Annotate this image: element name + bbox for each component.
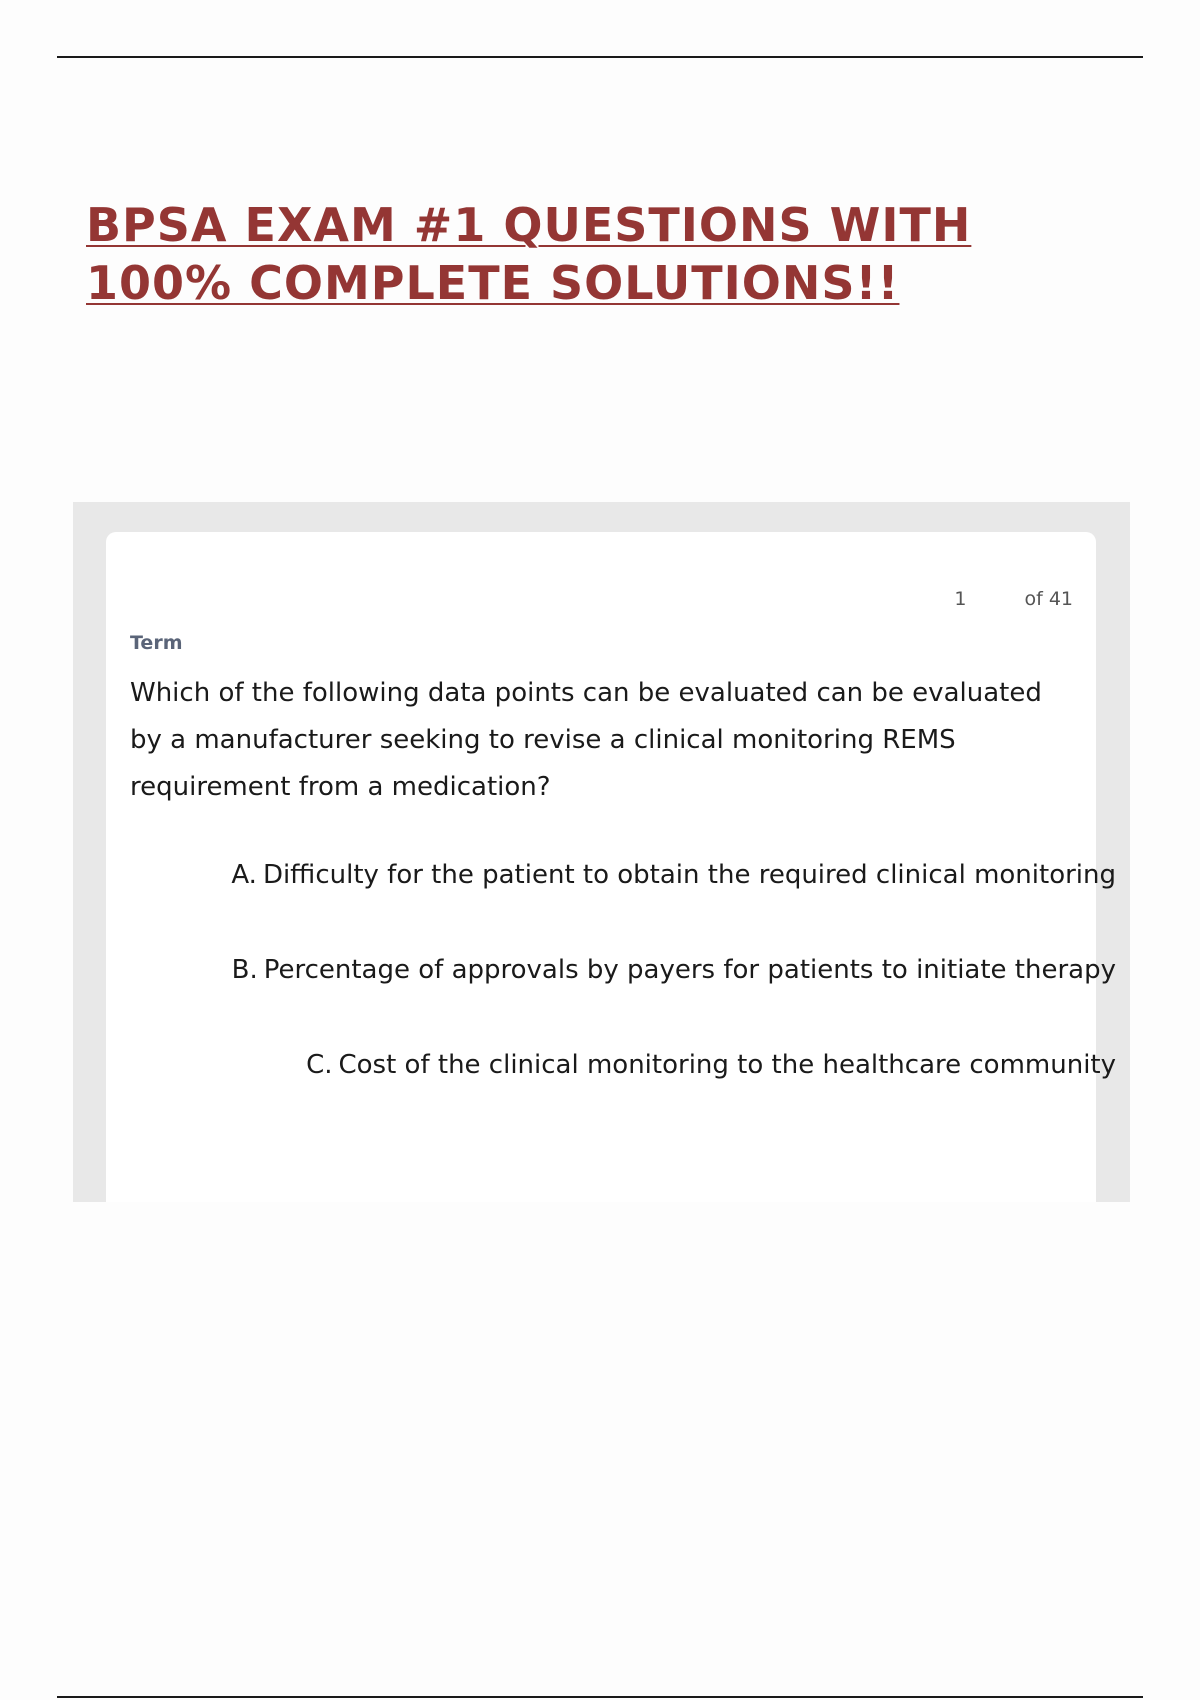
title-line-2-wrapper [86, 254, 1086, 312]
title-line-2: 100% COMPLETE SOLUTIONS!! [86, 256, 900, 310]
title-line-1: BPSA EXAM #1 QUESTIONS WITH [86, 198, 972, 252]
question-text: Which of the following data points can be evaluated can be evaluated by a manufacturer seeking to revise a clinical monitoring REMS requirement from a medication? [130, 678, 1042, 802]
answer-option-a [231, 860, 1116, 890]
card-counter-total: of 41 [1024, 588, 1073, 610]
flashcard [106, 532, 1116, 1202]
flashcard-frame [73, 502, 1130, 1202]
answer-option-b [232, 955, 1116, 985]
bottom-rule [57, 1696, 1143, 1698]
option-text: Cost of the clinical monitoring to the healthcare community [338, 1050, 1116, 1080]
top-rule [57, 56, 1143, 58]
option-letter: C. [306, 1050, 333, 1080]
option-letter: B. [231, 955, 258, 985]
card-counter [954, 588, 1073, 610]
answer-option-c [306, 1050, 1116, 1080]
document-title [86, 196, 1086, 312]
card-counter-current: 1 [954, 588, 967, 610]
option-text: Difficulty for the patient to obtain the required clinical monitoring [262, 860, 1116, 890]
option-text: Percentage of approvals by payers for patients to initiate therapy [263, 955, 1116, 985]
title-line-1-wrapper [86, 196, 1086, 254]
term-label: Term [130, 632, 183, 654]
option-letter: A. [231, 860, 257, 890]
